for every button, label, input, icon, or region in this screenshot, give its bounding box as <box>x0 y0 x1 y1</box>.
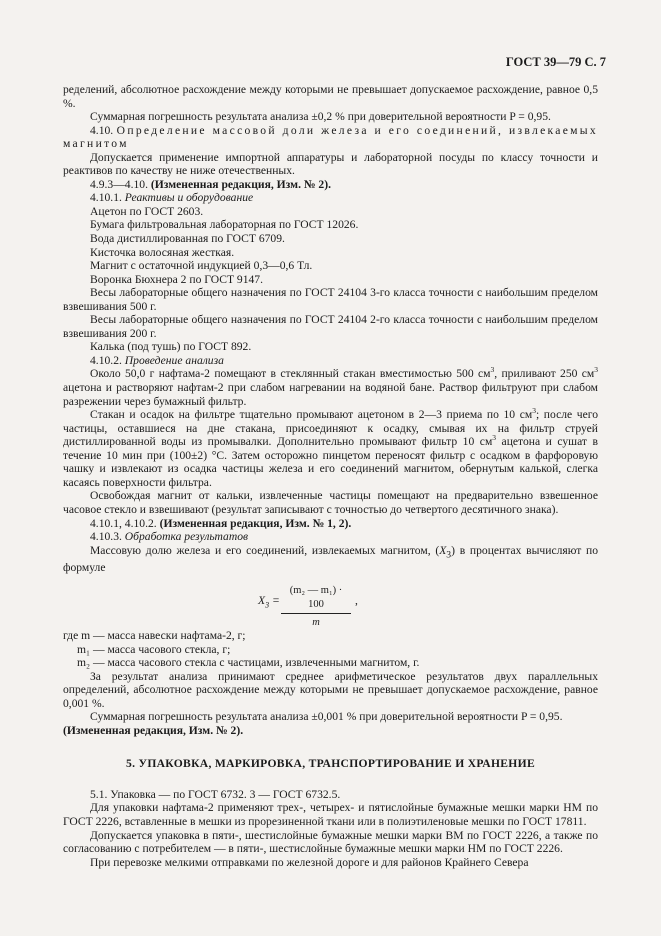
text-run: , приливают 250 см <box>494 367 595 381</box>
clause-number: 4.10.2. <box>90 353 122 367</box>
subclause-heading <box>63 354 598 368</box>
text-run: Массовую долю железа и его соединений, извлекаемых магнитом, ( <box>90 543 440 557</box>
paragraph: Суммарная погрешность результата анализа ±0,2 % при доверительной вероятности P = 0,95. <box>90 110 551 124</box>
definition-line: где m — масса навески нафтама-2, г; <box>63 629 246 642</box>
superscript: 3 <box>490 365 495 375</box>
formula-numerator: (m₂ — m₁) · 100 <box>281 584 351 614</box>
text-run: ; после чего частицы, оставшиеся на дне стакана, присоединяют к осадку, смывая их на фильтр струей дистиллированной воды из промывалки. Дополнительно промывают фильтр 10 см <box>63 408 598 449</box>
paragraph: Весы лабораторные общего назначения по ГОСТ 24104 2-го класса точности с наибольшим пределом взвешивания 200 г. <box>63 313 598 340</box>
superscript: 3 <box>594 365 598 375</box>
paragraph: ределений, абсолютное расхождение между которыми не превышает допускаемое расхождение, равное 0,5 %. <box>63 83 598 110</box>
clause-ref: 4.9.3—4.10. <box>90 177 148 191</box>
formula-variable: X <box>258 594 266 607</box>
paragraph: Допускается упаковка в пяти-, шестислойные бумажные мешки марки ВМ по ГОСТ 2226, а также по согласованию с потребителем — в пяти-, шестислойные бумажные мешки марки НМ по ГОСТ 2226. <box>63 828 598 856</box>
list-item: Ацетон по ГОСТ 2603. <box>90 204 204 218</box>
variable: X <box>439 543 447 557</box>
amendment-note <box>63 517 598 531</box>
amendment-note <box>63 178 598 192</box>
formula-definitions <box>63 629 598 670</box>
formula-equals: = <box>269 594 280 607</box>
paragraph <box>63 408 598 489</box>
formula-fraction <box>281 584 351 630</box>
clause-number: 4.10. <box>90 123 114 137</box>
clause-number: 4.10.3. <box>90 530 122 544</box>
text-run: Стакан и осадок на фильтре тщательно промывают ацетоном в 2—3 приема по 10 см <box>90 408 533 422</box>
superscript: 3 <box>492 433 497 443</box>
list-item: Воронка Бюхнера 2 по ГОСТ 9147. <box>90 272 264 286</box>
paragraph: При перевозке мелкими отправками по железной дороге и для районов Крайнего Севера <box>90 855 529 869</box>
clause-ref: 4.10.1, 4.10.2. <box>90 516 157 530</box>
paragraph: За результат анализа принимают среднее арифметическое результатов двух параллельных определений, абсолютное расхождение между которыми не превышает допускаемое расхождение, равное 0,001 %. <box>63 669 598 710</box>
subscript: 3 <box>446 548 452 560</box>
formula-denominator: m <box>312 617 320 629</box>
amendment-note: (Измененная редакция, Изм. № 2). <box>63 723 244 737</box>
list-item: Бумага фильтровальная лабораторная по ГОСТ 12026. <box>90 218 359 232</box>
subclause-title: Реактивы и оборудование <box>124 191 254 205</box>
subclause-title: Обработка результатов <box>124 530 249 544</box>
clause-heading <box>63 124 598 151</box>
paragraph: 5.1. Упаковка — по ГОСТ 6732. 3 — ГОСТ 6732.5. <box>90 787 341 801</box>
list-item: Кисточка волосяная жесткая. <box>90 245 235 259</box>
list-item: Калька (под тушь) по ГОСТ 892. <box>90 340 252 354</box>
paragraph: Суммарная погрешность результата анализа ±0,001 % при доверительной вероятности P = 0,95. <box>90 710 563 724</box>
text-run: Около 50,0 г нафтама-2 помещают в стеклянный стакан вместимостью 500 см <box>90 367 491 381</box>
subclause-title: Проведение анализа <box>124 353 224 367</box>
amendment-text: (Измененная редакция, Изм. № 2). <box>150 177 331 191</box>
formula-lhs <box>258 594 280 612</box>
definition-line: m₂ — масса часового стекла с частицами, извлеченными магнитом, г. <box>77 656 420 670</box>
superscript: 3 <box>532 406 536 416</box>
paragraph: Для упаковки нафтама-2 применяют трех-, четырех- и пятислойные бумажные мешки марки НМ по ГОСТ 2226, вставленные в мешки из прорезиненной ткани или в полиэтиленовые мешки по ГОСТ 17811. <box>63 801 598 829</box>
paragraph: Весы лабораторные общего назначения по ГОСТ 24104 3-го класса точности с наибольшим пределом взвешивания 500 г. <box>63 286 598 313</box>
paragraph <box>63 544 598 575</box>
subclause-heading <box>63 191 598 205</box>
amendment-text: (Измененная редакция, Изм. № 1, 2). <box>159 516 352 530</box>
text-run: ) в процентах вычисляют по формуле <box>63 543 599 575</box>
page-content <box>63 83 598 869</box>
paragraph: Допускается применение импортной аппаратуры и лабораторной посуды по классу точности и реактивов по качеству не ниже отечественных. <box>63 150 598 178</box>
page-header: ГОСТ 39—79 С. 7 <box>505 55 606 69</box>
definition-line: m₁ — масса часового стекла, г; <box>77 642 231 656</box>
paragraph <box>63 367 598 408</box>
text-run: ацетона и растворяют нафтам-2 при слабом нагревании на водяной бане. Раствор фильтруют при слабом разрежении через бумажный фильтр. <box>63 381 598 408</box>
list-item: Вода дистиллированная по ГОСТ 6709. <box>90 232 285 246</box>
clause-number: 4.10.1. <box>90 191 122 205</box>
formula-subscript: 3 <box>265 600 270 610</box>
formula-comma: , <box>355 594 358 607</box>
clause-title: Определение массовой доли железа и его соединений, извлекаемых магнитом <box>63 123 598 151</box>
subclause-heading <box>63 530 598 544</box>
formula <box>63 579 598 629</box>
paragraph: Освобождая магнит от кальки, извлеченные частицы помещают на предварительно взвешенное часовое стекло и взвешивают (результат записывают с точностью до четвертого десятичного знака). <box>63 489 598 516</box>
list-item: Магнит с остаточной индукцией 0,3—0,6 Тл. <box>90 259 313 273</box>
section-heading: 5. УПАКОВКА, МАРКИРОВКА, ТРАНСПОРТИРОВАНИЕ И ХРАНЕНИЕ <box>126 757 535 771</box>
text-run: ацетона и сушат в течение 10 мин при (100±2) °С. Затем осторожно пинцетом переносят фильтр с осадком в фарфоровую чашку и извлекают из осадка частицы железа и его соединений магнитом, обернутым калькой, слегка касаясь поверхности фильтра. <box>63 435 598 489</box>
